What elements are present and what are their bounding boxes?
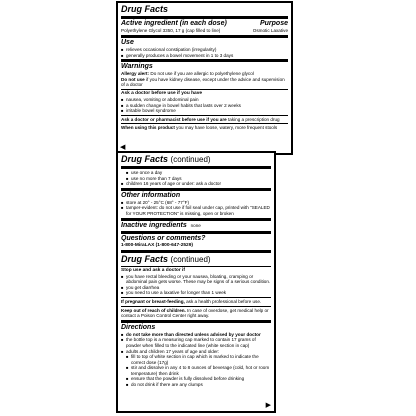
directions-cont-item: ■ use once a day <box>121 170 271 176</box>
purpose-label: Purpose <box>259 20 288 27</box>
divider <box>121 320 271 323</box>
drug-facts-title: Drug Facts <box>121 4 169 14</box>
stop-use-item: ■ you get diarrhea <box>121 285 271 291</box>
divider <box>121 115 288 116</box>
divider <box>121 266 271 267</box>
divider <box>121 59 288 62</box>
stop-use-item: ■ you need to use a laxative for longer than 1 week <box>121 290 271 296</box>
chevron-right-icon: ▶ <box>265 402 271 409</box>
other-info-item: ■ tamper-evident: do not use if foil seal under cap, printed with "SEALED for YOUR PROTECTION" is missing, open or broken <box>121 205 271 216</box>
stop-use-header: Stop use and ask a doctor if <box>121 267 185 273</box>
ingredient-purpose: Osmotic Laxative <box>252 28 288 33</box>
drug-facts-panel-2 <box>116 151 276 413</box>
directions-sub-item: ■ fill to top of white section in cap which is marked to indicate the correct dose (17g) <box>121 354 271 365</box>
active-ingredient-label: Active ingredient (in each dose) <box>121 20 227 27</box>
ingredient-row <box>121 28 288 34</box>
inactive-ingredients: Inactive ingredients none <box>121 221 201 229</box>
when-using: When using this product you may have loose, watery, more frequent stools <box>121 125 278 131</box>
divider <box>121 166 271 169</box>
do-not-use: Do not use if you have kidney disease, except under the advice and supervision of a doctor <box>121 76 285 88</box>
ingredient-name: Polyethylene Glycol 3350, 17 g (cap filled to line) <box>121 28 221 33</box>
chevron-left-icon: ◀ <box>120 144 126 151</box>
active-ingredient-header <box>121 20 288 28</box>
keep-out-warning: Keep out of reach of children. In case of overdose, get medical help or contact a Poison Control Center right away. <box>121 307 269 319</box>
use-item: ■ generally produces a bowel movement in 1 to 3 days <box>121 53 288 59</box>
divider <box>121 123 288 124</box>
warnings-header: Warnings <box>121 63 153 71</box>
divider <box>121 218 271 221</box>
drug-facts-continued-title-2: Drug Facts (continued) <box>121 253 211 264</box>
directions-sub-item: ■ ensure that the powder is fully dissolved before drinking <box>121 376 271 382</box>
drug-facts-panel-1 <box>116 1 293 155</box>
divider <box>121 231 271 234</box>
ask-doctor-item: ■ irritable bowel syndrome <box>121 108 288 114</box>
ask-pharmacist: Ask a doctor or pharmacist before use if you are taking a prescription drug <box>121 116 280 122</box>
directions-cont-item: ■ use no more than 7 days <box>121 176 271 182</box>
ask-doctor-header: Ask a doctor before use if you have <box>121 90 203 96</box>
directions-item: ■ the bottle top is a measuring cap marked to contain 17 grams of powder when filled to the indicated line (white section in cap) <box>121 337 271 348</box>
divider <box>121 188 271 191</box>
divider <box>121 35 288 38</box>
children-item: ■ children 16 years of age or under: ask a doctor <box>121 181 271 187</box>
questions-phone: 1-800-MiraLAX (1-800-647-2529) <box>121 242 193 248</box>
use-header: Use <box>121 39 134 46</box>
other-info-header: Other information <box>121 191 181 199</box>
directions-sub-item: ■ do not drink if there are any clumps <box>121 382 271 388</box>
allergy-alert: Allergy alert: Do not use if you are allergic to polyethylene glycol <box>121 71 254 77</box>
directions-item: ■ do not take more than directed unless advised by your doctor <box>121 332 271 338</box>
other-info-item: ■ store at 20° - 25°C (68° - 77°F) <box>121 200 271 206</box>
ask-doctor-item: ■ a sudden change in bowel habits that lasts over 2 weeks <box>121 103 288 109</box>
drug-facts-continued-title: Drug Facts (continued) <box>121 154 211 164</box>
ask-doctor-item: ■ nausea, vomiting or abdominal pain <box>121 97 288 103</box>
use-item: ■ relieves occasional constipation (irregularity) <box>121 47 288 53</box>
pregnancy-warning: If pregnant or breast-feeding, ask a health professional before use. <box>121 298 262 304</box>
directions-header: Directions <box>121 323 156 331</box>
divider <box>121 89 288 90</box>
directions-item: ■ adults and children 17 years of age and older: <box>121 349 271 355</box>
questions-header: Questions or comments? <box>121 234 206 242</box>
directions-sub-item: ■ stir and dissolve in any 4 to 8 ounces of beverage (cold, hot or room temperature) then drink <box>121 365 271 376</box>
divider <box>121 250 271 253</box>
divider <box>121 306 271 307</box>
stop-use-item: ■ you have rectal bleeding or your nausea, bloating, cramping or abdominal pain gets worse. These may be signs of a serious condition. <box>121 274 271 285</box>
divider <box>121 297 271 298</box>
divider <box>121 16 288 19</box>
